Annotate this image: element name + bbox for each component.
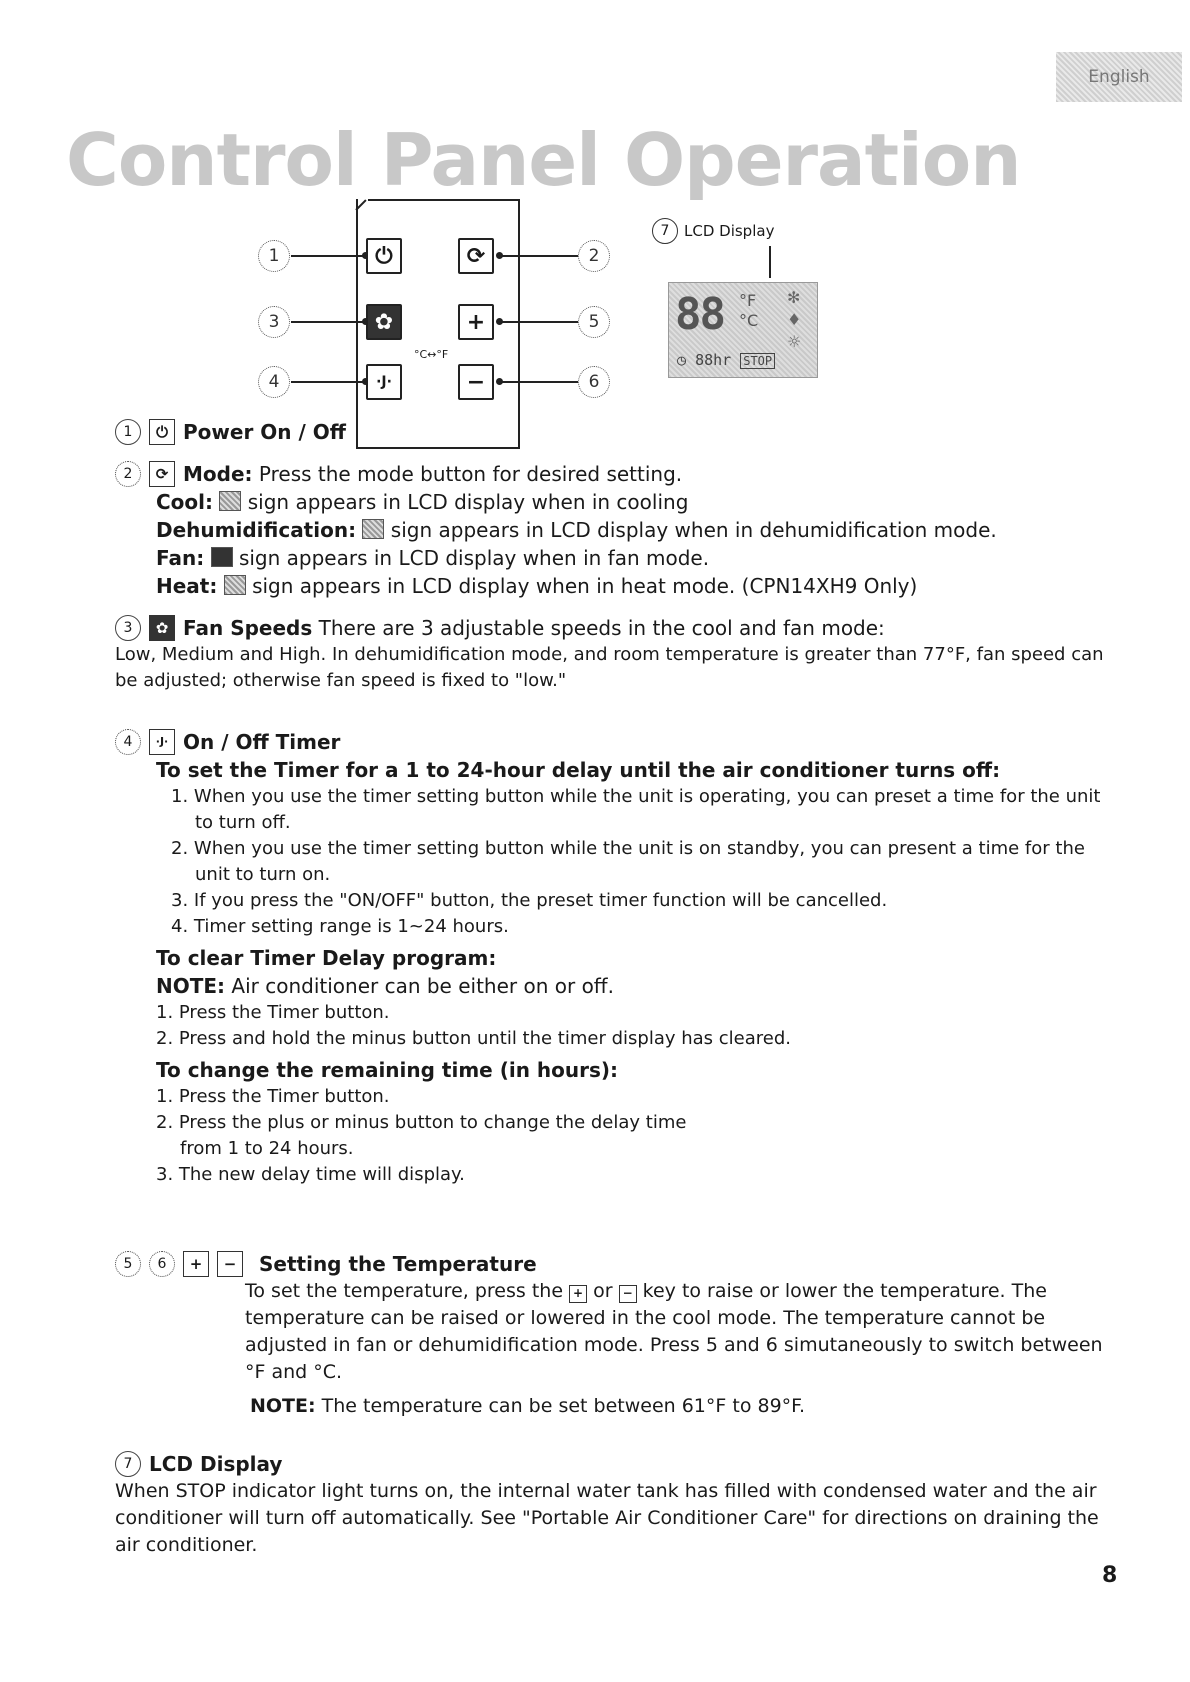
cool-label: Cool:: [156, 490, 214, 514]
unit-conversion-label: °C↔°F: [414, 348, 449, 361]
fan-icon: [211, 547, 233, 567]
dehum-label: Dehumidification:: [156, 518, 357, 542]
fan-label: Fan:: [156, 546, 205, 570]
power-button-diagram: ⏻: [366, 238, 402, 274]
section-temperature: [115, 1250, 1105, 1420]
temperature-text-or: or: [593, 1280, 613, 1302]
timer-button-diagram: ·J·: [366, 364, 402, 400]
heat-icon: [224, 575, 246, 595]
clock-icon: ◷: [677, 351, 687, 369]
plus-button-diagram: +: [458, 304, 494, 340]
leader-dot: [496, 252, 503, 259]
timer-subtitle: To set the Timer for a 1 to 24-hour delay until the air conditioner turns off:: [156, 758, 1001, 782]
callout-4: 4: [258, 366, 290, 398]
timer-title: On / Off Timer: [183, 730, 341, 754]
lcd-screen: [668, 282, 818, 378]
leader-line: [291, 255, 363, 257]
temperature-title: Setting the Temperature: [259, 1252, 537, 1276]
fan-speeds-text2: Low, Medium and High. In dehumidification mode, and room temperature is greater than 77°F, fan speed can be adjusted; otherwise fan speed is fixed to "low.": [115, 644, 1104, 691]
callout-3: 3: [258, 306, 290, 338]
callout-2: 2: [578, 240, 610, 272]
lcd-callout-number: 7: [652, 218, 678, 244]
change-time-title: To change the remaining time (in hours):: [156, 1058, 619, 1082]
lcd-stop: STOP: [740, 353, 775, 369]
timer-step: 3. If you press the "ON/OFF" button, the preset timer function will be cancelled.: [171, 890, 888, 911]
language-tab: English: [1056, 52, 1182, 102]
section-title: Power On / Off: [183, 420, 346, 444]
lcd-unit-c: °C: [739, 311, 759, 330]
mode-title: Mode:: [183, 462, 253, 486]
lcd-text: When STOP indicator light turns on, the internal water tank has filled with condensed water and the air conditioner will turn off automatically. See "Portable Air Conditioner Care" for directions on draining the air conditioner.: [115, 1480, 1099, 1556]
plus-icon: +: [183, 1251, 209, 1277]
heat-label: Heat:: [156, 574, 218, 598]
leader-line: [291, 381, 363, 383]
lcd-arrow: [769, 246, 771, 278]
clear-timer-title: To clear Timer Delay program:: [156, 946, 497, 970]
temperature-note-text: The temperature can be set between 61°F to 89°F.: [321, 1395, 806, 1417]
fan-text: sign appears in LCD display when in fan mode.: [238, 546, 710, 570]
section-number: 1: [115, 419, 141, 445]
heat-text: sign appears in LCD display when in heat mode. (CPN14XH9 Only): [252, 574, 918, 598]
clear-step: 2. Press and hold the minus button until the timer display has cleared.: [156, 1028, 792, 1049]
fan-button-diagram: ✿: [366, 304, 402, 340]
leader-line: [500, 321, 578, 323]
mode-button-diagram: ⟳: [458, 238, 494, 274]
snowflake-icon: ✻: [787, 288, 801, 307]
callout-1: 1: [258, 240, 290, 272]
lcd-unit-f: °F: [739, 291, 757, 310]
temperature-text-post: key to raise or lower the temperature. The temperature can be raised or lowered in the cool mode. The temperature cannot be adjusted in fan or dehumidification mode. Press 5 and 6 simutaneously to switch between °F and °C.: [245, 1280, 1103, 1383]
leader-line: [500, 381, 578, 383]
section-fan-speeds: [115, 614, 1105, 694]
page-number: 8: [1102, 1563, 1118, 1588]
mode-icon: ⟳: [149, 461, 175, 487]
section-power: [115, 418, 346, 446]
change-step: 1. Press the Timer button.: [156, 1086, 390, 1107]
power-icon: ⏻: [149, 419, 175, 445]
change-step: 3. The new delay time will display.: [156, 1164, 465, 1185]
drop-icon: ♦: [787, 310, 802, 329]
timer-icon: ·J·: [149, 729, 175, 755]
section-number: 7: [115, 1451, 141, 1477]
leader-line: [291, 321, 363, 323]
lcd-units: [739, 291, 758, 331]
section-number: 2: [115, 461, 141, 487]
page-title: Control Panel Operation: [66, 118, 1021, 202]
mode-text: Press the mode button for desired setting.: [258, 462, 683, 486]
sun-icon: ☼: [787, 332, 802, 351]
fan-speeds-text1: There are 3 adjustable speeds in the cool and fan mode:: [318, 616, 885, 640]
lcd-title: LCD Display: [149, 1452, 283, 1476]
temperature-note-label: NOTE:: [250, 1395, 316, 1417]
fan-speeds-title: Fan Speeds: [183, 616, 313, 640]
cool-text: sign appears in LCD display when in cooling: [247, 490, 689, 514]
timer-step: 1. When you use the timer setting button while the unit is operating, you can preset a time for the unit to turn off.: [171, 786, 1101, 833]
section-number: 4: [115, 729, 141, 755]
dehum-icon: [362, 519, 384, 539]
timer-step: 4. Timer setting range is 1~24 hours.: [171, 916, 509, 937]
leader-dot: [496, 318, 503, 325]
section-number: 6: [149, 1251, 175, 1277]
change-step: 2. Press the plus or minus button to change the delay time from 1 to 24 hours.: [156, 1112, 687, 1159]
clear-step: 1. Press the Timer button.: [156, 1002, 390, 1023]
lcd-mode-icons: [787, 287, 801, 353]
fan-speed-icon: ✿: [149, 615, 175, 641]
minus-button-diagram: −: [458, 364, 494, 400]
minus-icon: −: [217, 1251, 243, 1277]
plus-key-icon: +: [569, 1285, 587, 1303]
leader-dot: [496, 378, 503, 385]
section-lcd: [115, 1450, 1105, 1559]
note-label: NOTE:: [156, 974, 226, 998]
timer-step: 2. When you use the timer setting button while the unit is on standby, you can present a time for the unit to turn on.: [171, 838, 1085, 885]
callout-6: 6: [578, 366, 610, 398]
section-number: 5: [115, 1251, 141, 1277]
temperature-text-pre: To set the temperature, press the: [245, 1280, 564, 1302]
lcd-digits: 88: [675, 289, 724, 340]
cool-icon: [219, 491, 241, 511]
lcd-callout: [652, 218, 774, 244]
lcd-callout-label: LCD Display: [684, 222, 775, 240]
section-number: 3: [115, 615, 141, 641]
lcd-bottom-row: [677, 351, 775, 369]
dehum-text: sign appears in LCD display when in dehumidification mode.: [390, 518, 997, 542]
lcd-hours: 88hr: [695, 351, 732, 369]
note-text: Air conditioner can be either on or off.: [231, 974, 614, 998]
section-mode: [115, 460, 997, 600]
minus-key-icon: −: [619, 1285, 637, 1303]
leader-line: [500, 255, 578, 257]
section-timer: [115, 728, 1105, 1188]
callout-5: 5: [578, 306, 610, 338]
